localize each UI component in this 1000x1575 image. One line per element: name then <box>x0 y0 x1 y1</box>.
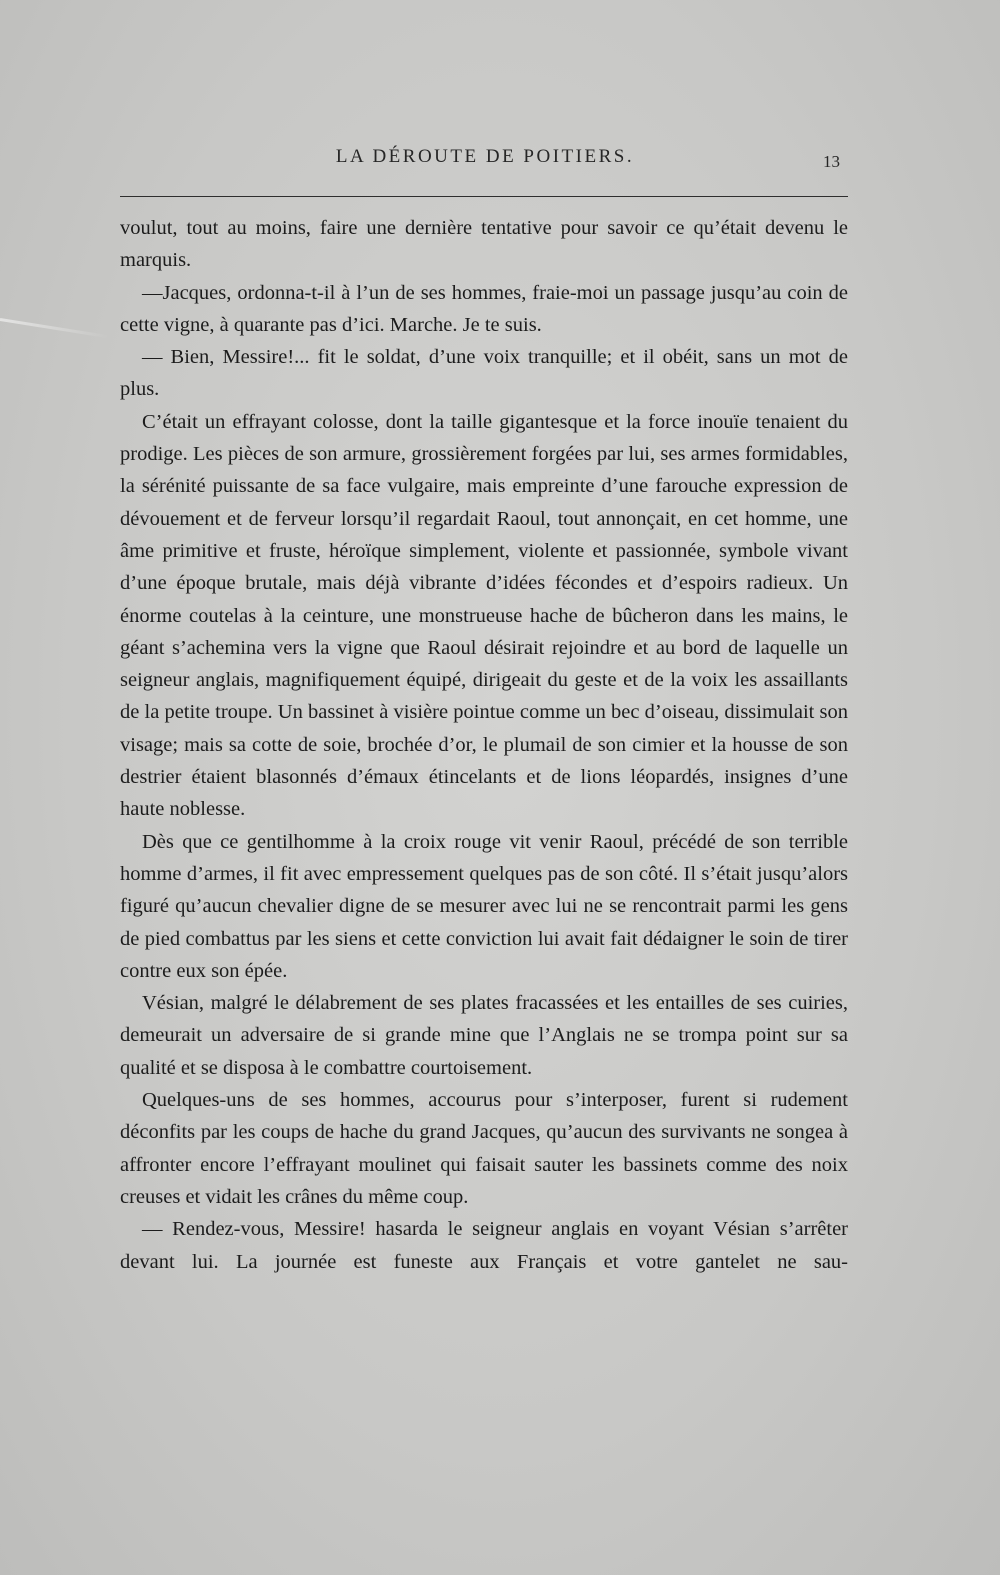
paragraph: —Jacques, ordonna-t-il à l’un de ses hommes, fraie-moi un passage jusqu’au coin de cette vigne, à quarante pas d’ici. Marche. Je te suis. <box>120 281 848 336</box>
body-text <box>120 212 848 1278</box>
running-title: LA DÉROUTE DE POITIERS. <box>335 146 635 167</box>
paragraph: — Bien, Messire!... fit le soldat, d’une voix tranquille; et il obéit, sans un mot de plus. <box>120 346 848 401</box>
running-head <box>120 146 850 176</box>
paper-fold-mark <box>0 318 109 338</box>
page-number: 13 <box>823 152 840 171</box>
paragraph: Dès que ce gentilhomme à la croix rouge vit venir Raoul, précédé de son terrible homme d’armes, il fit avec empressement quelques pas de son côté. Il s’était jusqu’alors figuré qu’aucun chevalier digne de se mesurer avec lui ne se rencontrait parmi les gens de pied combattus par les siens et cette conviction lui avait fait dédaigner le soin de tirer contre eux son épée. <box>120 830 848 982</box>
paragraph: C’était un effrayant colosse, dont la taille gigantesque et la force inouïe tenaient du prodige. Les pièces de son armure, grossièrement forgées par lui, ses armes formidables, la sérénité puissante de sa face vulgaire, mais empreinte d’une farouche expression de dévouement et de ferveur lorsqu’il regardait Raoul, tout annonçait, en cet homme, une âme primitive et fruste, héroïque simplement, violente et passionnée, symbole vivant d’une époque brutale, mais déjà vibrante d’idées fécondes et d’espoirs radieux. Un énorme coutelas à la ceinture, une monstrueuse hache de bûcheron dans les mains, le géant s’achemina vers la vigne que Raoul désirait rejoindre et au bord de laquelle un seigneur anglais, magnifiquement équipé, dirigeait du geste et de la voix les assaillants de la petite troupe. Un bassinet à visière pointue comme un bec d’oiseau, dissimulait son visage; mais sa cotte de soie, brochée d’or, le plumail de son cimier et la housse de son destrier étaient blasonnés d’émaux étincelants et de lions léopardés, insignes d’une haute noblesse. <box>120 410 848 821</box>
paragraph: Vésian, malgré le délabrement de ses plates fracassées et les entailles de ses cuiries, demeurait un adversaire de si grande mine que l’Anglais ne se trompa point sur sa qualité et se disposa à le combattre courtoisement. <box>120 992 848 1079</box>
paragraph: — Rendez-vous, Messire! hasarda le seigneur anglais en voyant Vésian s’arrêter devant lui. La journée est funeste aux Français et votre gantelet ne sau- <box>120 1218 848 1273</box>
paragraph: voulut, tout au moins, faire une dernière tentative pour savoir ce qu’était devenu le marquis. <box>120 217 848 272</box>
header-rule <box>120 196 848 197</box>
paragraph: Quelques-uns de ses hommes, accourus pour s’interposer, furent si rudement déconfits par les coups de hache du grand Jacques, qu’aucun des survivants ne songea à affronter encore l’effrayant moulinet qui faisait sauter les bassinets comme des noix creuses et vidait les crânes du même coup. <box>120 1089 848 1208</box>
